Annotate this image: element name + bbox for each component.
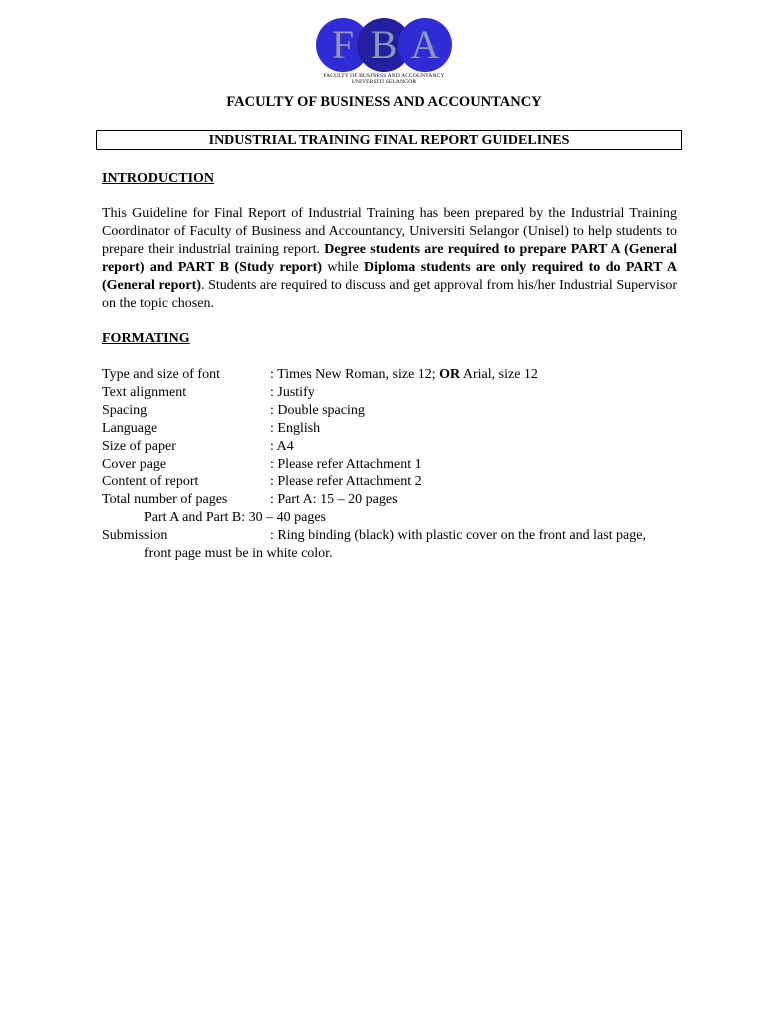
pages-continuation: Part A and Part B: 30 – 40 pages <box>144 510 326 526</box>
format-row-submission <box>102 527 682 545</box>
format-label: Total number of pages <box>102 492 228 508</box>
format-value: : Double spacing <box>270 402 365 418</box>
introduction-paragraph <box>102 205 677 313</box>
font-value-part: Arial, size 12 <box>460 367 538 382</box>
format-row <box>102 438 682 456</box>
format-value: : Please refer Attachment 1 <box>270 456 422 472</box>
intro-text-1: This Guideline for Final Report of Industrial Training has been prepared by the Industrial Training Coordinator of Faculty of Business and Accountancy, Universiti Selangor (Unisel) to help students to prepare their industrial training report. <box>102 206 677 257</box>
format-value: : English <box>270 420 321 436</box>
formatting-list <box>102 366 682 563</box>
logo-caption-line-1: FACULTY OF BUSINESS AND ACCOUNTANCY <box>323 73 445 79</box>
format-row <box>102 456 682 474</box>
format-label: Submission <box>102 528 168 544</box>
format-value: : Please refer Attachment 2 <box>270 474 422 490</box>
intro-text-2: while <box>322 260 364 275</box>
format-row <box>102 473 682 491</box>
format-value: : Part A: 15 – 20 pages <box>270 492 398 508</box>
format-label: Size of paper <box>102 438 176 454</box>
intro-text-3: . Students are required to discuss and get approval from his/her Industrial Supervisor on the topic chosen. <box>102 278 677 311</box>
format-label: Content of report <box>102 474 199 490</box>
format-value: : A4 <box>270 438 294 454</box>
intro-bold-degree: Degree students are required to prepare PART A (General report) and PART B (Study report) <box>102 242 677 275</box>
logo-letter-a: A <box>398 18 452 72</box>
format-label: Language <box>102 420 158 436</box>
logo-caption <box>312 73 456 85</box>
format-label: Text alignment <box>102 384 187 400</box>
report-title: INDUSTRIAL TRAINING FINAL REPORT GUIDELINES <box>96 130 682 150</box>
format-value: : Ring binding (black) with plastic cover on the front and last page, <box>270 528 646 544</box>
faculty-title: FACULTY OF BUSINESS AND ACCOUNTANCY <box>226 94 542 110</box>
format-label: Spacing <box>102 402 148 418</box>
format-row <box>102 420 682 438</box>
format-label: Cover page <box>102 456 167 472</box>
format-row <box>102 491 682 509</box>
logo-letter-f: F <box>316 18 370 72</box>
logo-caption-line-2: UNIVERSITI SELANGOR <box>351 79 417 85</box>
format-value: : Justify <box>270 384 315 400</box>
format-value <box>270 366 682 384</box>
introduction-heading: INTRODUCTION <box>102 171 215 186</box>
font-value-or: OR <box>439 367 461 382</box>
formatting-heading: FORMATING <box>102 331 190 346</box>
submission-continuation: front page must be in white color. <box>144 546 333 562</box>
font-value-part: : Times New Roman, size 12; <box>270 367 440 382</box>
format-row-font <box>102 366 682 384</box>
logo-letter-b: B <box>357 18 411 72</box>
format-row <box>102 384 682 402</box>
format-row <box>102 402 682 420</box>
format-label: Type and size of font <box>102 367 220 382</box>
intro-bold-diploma: Diploma students are only required to do PART A (General report) <box>102 260 678 293</box>
fba-logo <box>312 18 456 88</box>
